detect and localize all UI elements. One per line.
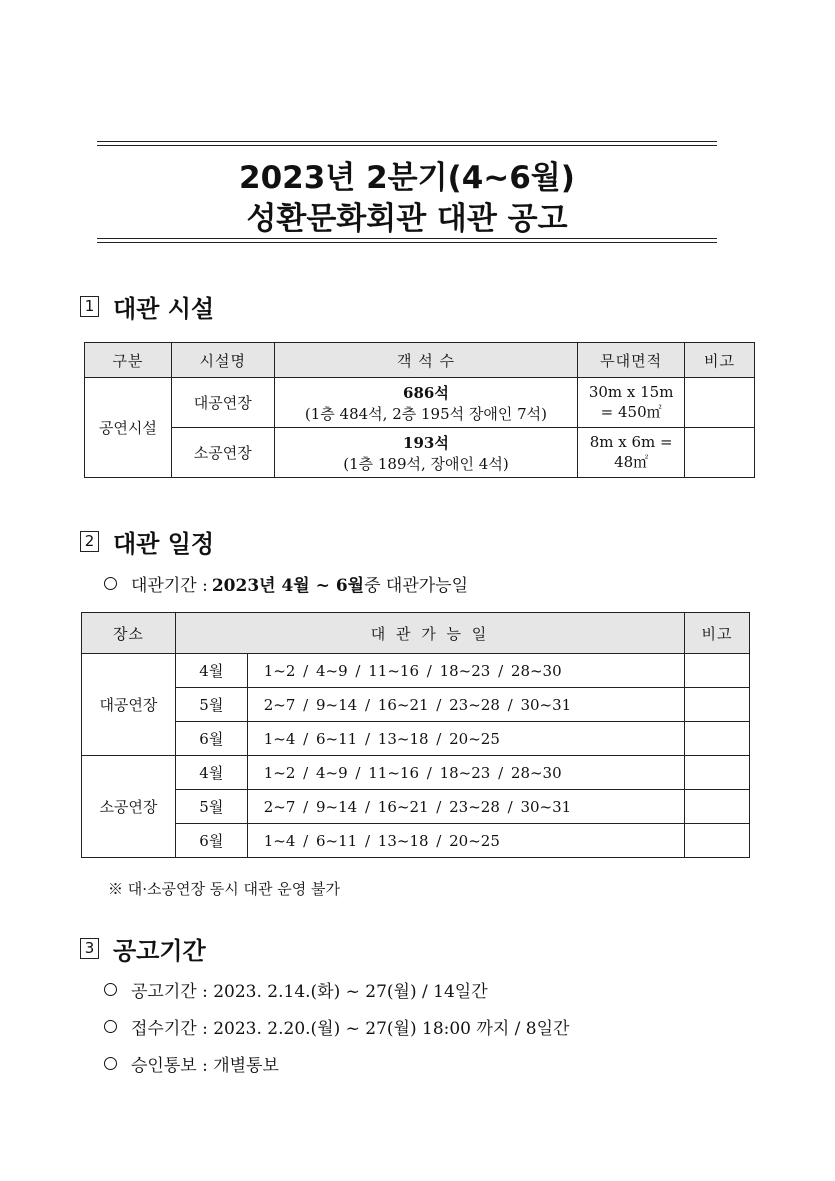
- facility-seats-cell: [274, 378, 578, 428]
- schedule-days-cell: 1~4 / 6~11 / 13~18 / 20~25: [247, 722, 684, 756]
- page-title-line1: 2023년 2분기(4~6월): [239, 160, 575, 196]
- schedule-month-cell: 4월: [175, 654, 247, 688]
- circle-bullet-icon: [104, 577, 117, 590]
- schedule-days-cell: 1~4 / 6~11 / 13~18 / 20~25: [247, 824, 684, 858]
- schedule-days-cell: 2~7 / 9~14 / 16~21 / 23~28 / 30~31: [247, 688, 684, 722]
- area-line2: = 450㎡: [600, 403, 662, 421]
- schedule-header-row: [82, 613, 750, 654]
- table-row: [85, 378, 755, 428]
- period-value: 2023년 4월 ~ 6월: [211, 576, 365, 596]
- facility-header-note: 비고: [685, 343, 755, 378]
- area-line1: 8m x 6m =: [589, 433, 673, 451]
- section1-title: 대관 시설: [113, 295, 215, 323]
- seats-main: 193석: [403, 433, 449, 452]
- schedule-table: [81, 612, 750, 858]
- facility-seats-cell: [274, 428, 578, 478]
- circle-bullet-icon: [104, 1057, 117, 1070]
- schedule-month-cell: 5월: [175, 688, 247, 722]
- facility-header-name: 시설명: [171, 343, 274, 378]
- facility-header-row: [85, 343, 755, 378]
- schedule-month-cell: 6월: [175, 824, 247, 858]
- table-row: [82, 688, 750, 722]
- schedule-note-cell: [685, 756, 750, 790]
- list-item: [104, 977, 488, 1002]
- section2-heading: [80, 524, 214, 559]
- table-row: [82, 654, 750, 688]
- section3-number-box: 3: [80, 938, 99, 959]
- table-row: [82, 790, 750, 824]
- list-item: [104, 1051, 279, 1076]
- seats-main: 686석: [403, 383, 449, 402]
- table-row: [82, 722, 750, 756]
- section1-heading: [80, 289, 214, 324]
- seats-detail: (1층 484석, 2층 195석 장애인 7석): [304, 404, 548, 423]
- period-line: [104, 571, 468, 596]
- schedule-month-cell: 5월: [175, 790, 247, 824]
- circle-bullet-icon: [104, 1020, 117, 1033]
- page-title-line2: 성환문화회관 대관 공고: [246, 201, 568, 237]
- application-period-text: 접수기간 : 2023. 2.20.(월) ~ 27(월) 18:00 까지 / 8일간: [131, 1019, 570, 1039]
- table-row: [85, 428, 755, 478]
- title-box: [97, 141, 717, 243]
- section3-heading: [80, 931, 206, 966]
- facility-header-area: 무대면적: [578, 343, 685, 378]
- table-row: [82, 756, 750, 790]
- schedule-days-cell: 2~7 / 9~14 / 16~21 / 23~28 / 30~31: [247, 790, 684, 824]
- section2-title: 대관 일정: [113, 530, 215, 558]
- period-label: 대관기간 :: [131, 576, 208, 596]
- facility-name-cell: 소공연장: [171, 428, 274, 478]
- schedule-days-cell: 1~2 / 4~9 / 11~16 / 18~23 / 28~30: [247, 654, 684, 688]
- schedule-venue-cell: 소공연장: [82, 756, 176, 858]
- period-suffix: 중 대관가능일: [364, 576, 469, 596]
- notice-period-text: 공고기간 : 2023. 2.14.(화) ~ 27(월) / 14일간: [131, 982, 488, 1002]
- facility-note-cell: [685, 378, 755, 428]
- facility-category-cell: 공연시설: [85, 378, 172, 478]
- section3-title: 공고기간: [113, 937, 206, 965]
- schedule-venue-cell: 대공연장: [82, 654, 176, 756]
- schedule-note-cell: [685, 790, 750, 824]
- seats-detail: (1층 189석, 장애인 4석): [343, 454, 509, 473]
- title-bottom-rule: [97, 238, 717, 243]
- section2-number-box: 2: [80, 531, 99, 552]
- schedule-month-cell: 4월: [175, 756, 247, 790]
- facility-name-cell: 대공연장: [171, 378, 274, 428]
- schedule-header-days: 대 관 가 능 일: [175, 613, 684, 654]
- schedule-header-note: 비고: [685, 613, 750, 654]
- facility-header-seats: 객 석 수: [274, 343, 578, 378]
- schedule-month-cell: 6월: [175, 722, 247, 756]
- facility-area-cell: [578, 428, 685, 478]
- approval-notice-text: 승인통보 : 개별통보: [131, 1056, 279, 1076]
- schedule-note: ※ 대·소공연장 동시 대관 운영 불가: [108, 880, 340, 898]
- area-line2: 48㎡: [614, 453, 649, 471]
- circle-bullet-icon: [104, 983, 117, 996]
- area-line1: 30m x 15m: [588, 383, 674, 401]
- facility-note-cell: [685, 428, 755, 478]
- schedule-note-cell: [685, 654, 750, 688]
- schedule-note-cell: [685, 688, 750, 722]
- title-top-rule: [97, 141, 717, 146]
- section1-number-box: 1: [80, 296, 99, 317]
- list-item: [104, 1014, 569, 1039]
- schedule-header-place: 장소: [82, 613, 176, 654]
- schedule-note-cell: [685, 722, 750, 756]
- facility-table: [84, 342, 755, 478]
- schedule-note-cell: [685, 824, 750, 858]
- facility-header-category: 구분: [85, 343, 172, 378]
- schedule-days-cell: 1~2 / 4~9 / 11~16 / 18~23 / 28~30: [247, 756, 684, 790]
- table-row: [82, 824, 750, 858]
- facility-area-cell: [578, 378, 685, 428]
